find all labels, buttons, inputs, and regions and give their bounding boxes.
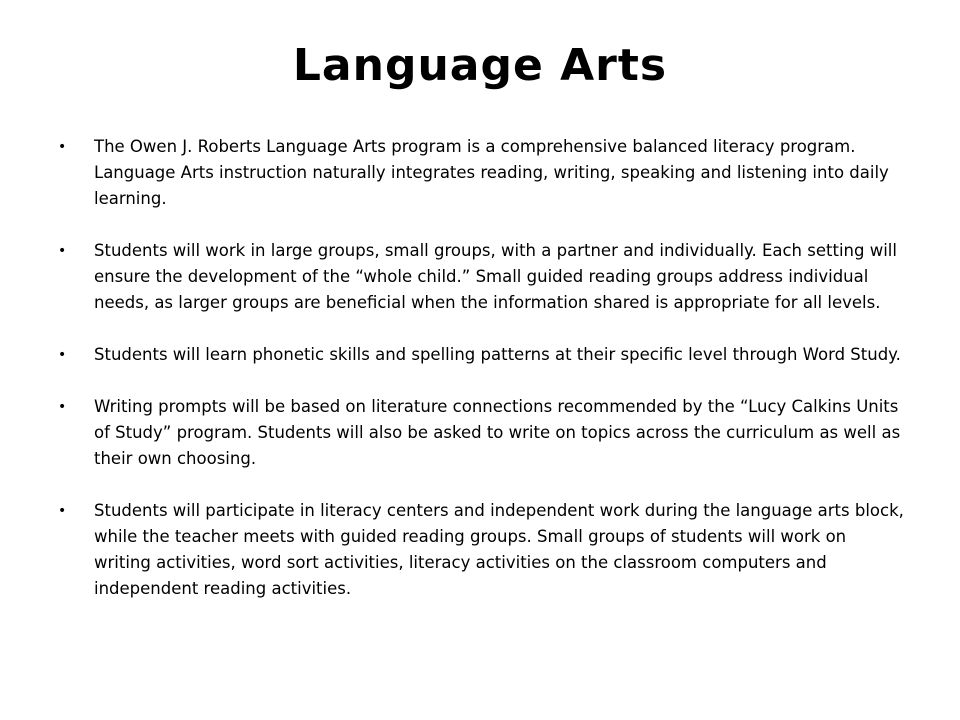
bullet-text: Students will participate in literacy centers and independent work during the language arts block, while the teacher meets with guided reading groups. Small groups of students will work on writing activities, word sort activities, literacy activities on the classroom computers and independent reading activities. (94, 501, 904, 598)
bullet-dot-icon: • (58, 243, 67, 259)
bullet-item (56, 498, 906, 602)
bullet-dot-icon: • (58, 399, 67, 415)
bullet-item (56, 134, 906, 212)
bullet-text: The Owen J. Roberts Language Arts program is a comprehensive balanced literacy program. Language Arts instruction naturally integrates reading, writing, speaking and listening into daily learning. (94, 137, 889, 208)
bullet-item (56, 342, 906, 368)
bullet-item (56, 238, 906, 316)
bullet-dot-icon: • (58, 139, 67, 155)
bullet-list (56, 134, 906, 628)
bullet-text: Students will learn phonetic skills and spelling patterns at their specific level through Word Study. (94, 345, 901, 364)
bullet-item (56, 394, 906, 472)
slide-title: Language Arts (292, 40, 668, 91)
bullet-text: Writing prompts will be based on literature connections recommended by the “Lucy Calkins Units of Study” program. Students will also be asked to write on topics across the curriculum as well as their own choosing. (94, 397, 901, 468)
bullet-dot-icon: • (58, 503, 67, 519)
bullet-text: Students will work in large groups, small groups, with a partner and individually. Each setting will ensure the development of the “whole child.” Small guided reading groups address individual needs, as larger groups are beneficial when the information shared is appropriate for all levels. (94, 241, 897, 312)
bullet-dot-icon: • (58, 347, 67, 363)
